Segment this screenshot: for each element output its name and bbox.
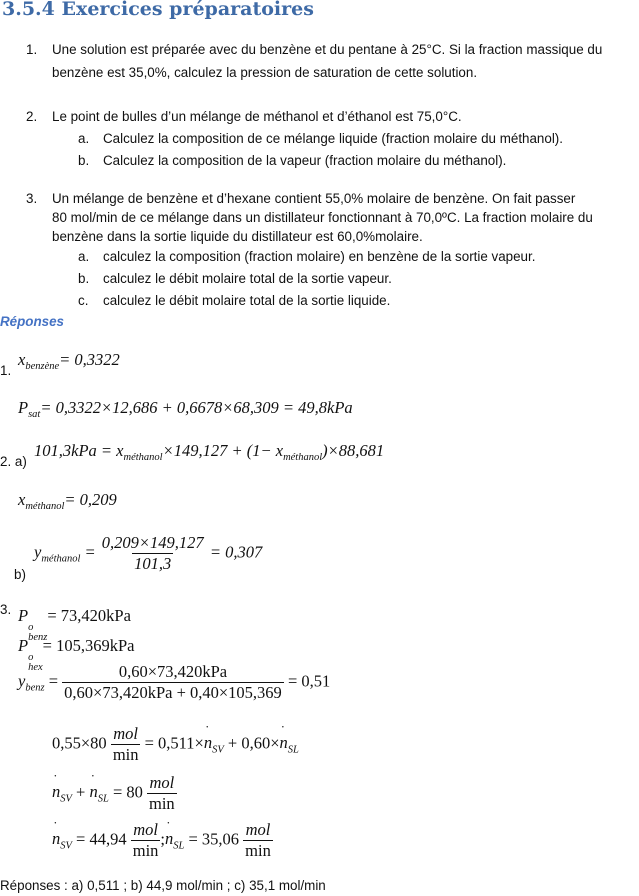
sol3-balance-2: ˙ $n_{SV}$ + ˙ $n_{SL} = 80$ $\frac{\text{mol}}{\min}$ — [52, 773, 177, 814]
sol2-y-equation: $y_{méthanol}$ = $\frac{0,209\times 149,127}{101,3}$ = 0,307 — [34, 533, 263, 573]
sol3-p-benz: P o benz = 73,420kPa — [18, 606, 131, 643]
sol3-y-equation: $y_{benz}$ = $\frac{\text{0,60×73,420kPa}}{\text{0,60×73,420kPa + 0,40×105,369}}$ = 0,51 — [18, 662, 331, 702]
sol3-p-hex: P o hex = 105,369kPa — [18, 636, 135, 673]
sol1-p-equation: $P_{sat}= 0,3322\times 12,686 + 0,6678\times 68,309 = 49,8kPa$ — [18, 398, 353, 420]
q3-line3: benzène dans la sortie liquide du distillateur est 60,0%molaire. — [52, 229, 423, 244]
q3-line1: Un mélange de benzène et d’hexane contient 55,0% molaire de benzène. On fait passer — [52, 191, 576, 206]
sol1-x-equation: $x_{benzène}= 0,3322$ — [18, 350, 120, 372]
q3-b-label: b. — [78, 271, 90, 286]
q3-number: 3. — [26, 191, 38, 206]
sol2-x-result: $x_{méthanol}= 0,209$ — [18, 490, 117, 512]
sol2-b-label: b) — [14, 567, 26, 582]
q2-b-text: Calculez la composition de la vapeur (fraction molaire du méthanol). — [103, 153, 507, 168]
section-title: 3.5.4 Exercices préparatoires — [2, 0, 314, 20]
q3-c-text: calculez le débit molaire total de la sortie liquide. — [103, 293, 391, 308]
sol2-a-label: 2. a) — [0, 454, 27, 469]
q3-a-label: a. — [78, 249, 90, 264]
q3-a-text: calculez la composition (fraction molaire) en benzène de la sortie vapeur. — [103, 249, 536, 264]
sol2-equation: $101,3kPa = x_{méthanol}\times 149,127 + (1- x_{méthanol})\times 88,681$ — [34, 441, 385, 463]
sol3-balance-1: 0,55×80 $\frac{\text{mol}}{\min}$ = 0,511×˙ $n_{SV}$ + 0,60×˙ $n_{SL}$ — [52, 724, 299, 765]
answers-heading: Réponses — [0, 314, 64, 329]
q2-line1: Le point de bulles d’un mélange de méthanol et d’éthanol est 75,0°C. — [52, 109, 462, 124]
q3-line2: 80 mol/min de ce mélange dans un distillateur fonctionnant à 70,0ºC. La fraction molaire du — [52, 210, 593, 225]
sol3-label: 3. — [0, 602, 12, 617]
q1-line2: benzène est 35,0%, calculez la pression de saturation de cette solution. — [52, 65, 478, 80]
q2-number: 2. — [26, 109, 38, 124]
final-answer: Réponses : a) 0,511 ; b) 44,9 mol/min ; c) 35,1 mol/min — [0, 878, 326, 893]
sol1-label: 1. — [0, 363, 12, 378]
q2-a-text: Calculez la composition de ce mélange liquide (fraction molaire du méthanol). — [103, 131, 563, 146]
q3-b-text: calculez le débit molaire total de la sortie vapeur. — [103, 271, 392, 286]
q3-c-label: c. — [78, 293, 89, 308]
q2-a-label: a. — [78, 131, 90, 146]
sol3-results: ˙ $n_{SV} = 44,94$ $\frac{\text{mol}}{\min}$ ;˙ $n_{SL} = 35,06$ $\frac{\text{mol}}{\min}$ — [52, 820, 273, 861]
q1-number: 1. — [26, 42, 38, 57]
q1-line1: Une solution est préparée avec du benzène et du pentane à 25°C. Si la fraction massique du — [52, 42, 603, 57]
q2-b-label: b. — [78, 153, 90, 168]
